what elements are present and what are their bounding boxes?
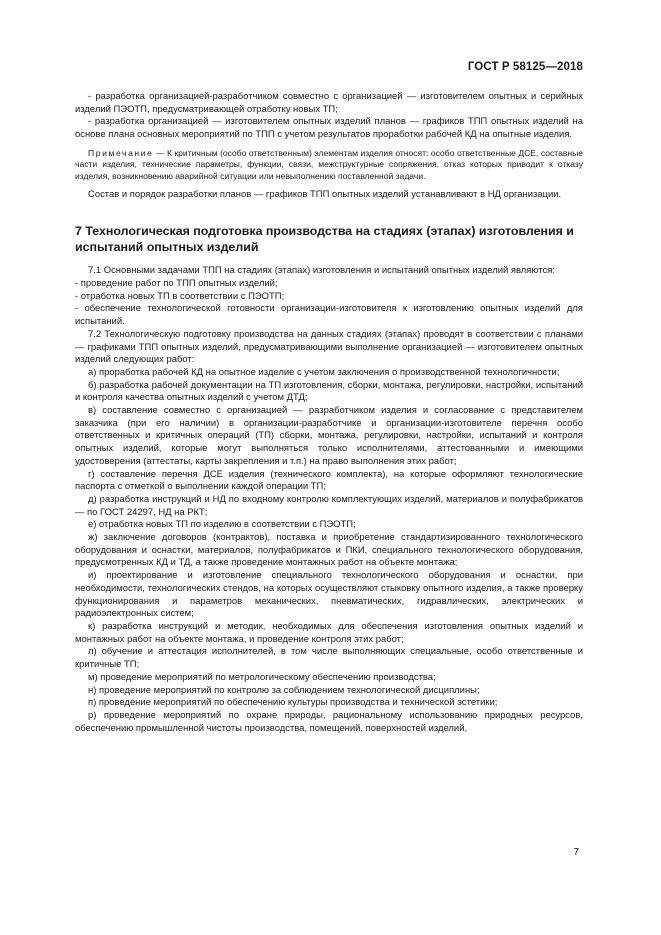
composition-paragraph: Состав и порядок разработки планов — графиков ТПП опытных изделий устанавливают в НД организации. — [88, 188, 562, 200]
task-item: - обеспечение технологической готовности организации-изготовителя к изготовлению опытных изделий для испытаний. — [75, 303, 583, 328]
work-item-l: л) обучение и аттестация исполнителей, в том числе выполняющих специальные, особо ответственные и критичные ТП; — [75, 646, 583, 671]
work-item-b: б) разработка рабочей документации на ТП изготовления, сборки, монтажа, регулировки, настройки, испытаний и контроля качества опытных изделий с учетом ДТД; — [75, 379, 583, 404]
work-item-r: р) проведение мероприятий по охране природы, рациональному использованию природных ресурсов, обеспечению промышленной чистоты производства, помещений, поверхностей изделий, — [75, 709, 583, 734]
document-body — [75, 91, 583, 735]
note-text: — К критичным (особо ответственным) элементам изделия относят: особо ответственные ДСЕ, составные части изделия, технические параметры, функции, связи, межструктурные сопряжения, отказ которых приводит к отказу изделия, возникновению аварийной ситуации или невыполнению поставленной задачи. — [75, 147, 583, 181]
task-item: - отработка новых ТП в соответствии с ПЭОТП; — [75, 290, 285, 302]
intro-item-1: - разработка организацией-разработчиком совместно с организацией — изготовителем опытных и серийных изделий ПЭОТП, предусматривающей отработку новых ТП; — [75, 91, 583, 115]
work-item-n: н) проведение мероприятий по контролю за соблюдением технологической дисциплины; — [88, 684, 480, 696]
work-item-m: м) проведение мероприятий по метрологическому обеспечению производства; — [88, 671, 436, 683]
work-item-d: д) разработка инструкций и НД по входному контролю комплектующих изделий, материалов и полуфабрикатов — по ГОСТ 24297, НД на РКТ; — [75, 493, 583, 518]
work-item-e: е) отработка новых ТП по изделию в соответствии с ПЭОТП; — [88, 519, 356, 531]
work-item-k: к) разработка инструкций и методик, необходимых для обеспечения изготовления опытных изделий и монтажных работ на объекте монтажа, и проведение контроля этих работ; — [75, 620, 583, 645]
work-item-zh: ж) заключение договоров (контрактов), поставка и приобретение стандартизированного технологического оборудования и оснастки, материалов, полуфабрикатов и ПКИ, специального технологического оборудования, предусмотренных КД и ТД, а также проведение монтажных работ на объекте монтажа; — [75, 532, 583, 569]
page-number: 7 — [573, 847, 579, 858]
work-item-v: в) составление совместно с организацией — разработчиком изделия и согласование с представителем заказчика (при его наличии) в организации-разработчике и организации-изготовителе перечня особо ответственных и критичных операций (ТП) сборки, монтажа, регулировки, настройки, испытаний и контроля опытных изделий, которые могут выполняться только исполнителями, аттестованными и имеющими удостоверения (аттестаты, карты закрепления и т.п.) на право выполнения этих работ; — [75, 405, 583, 467]
work-item-g: г) составление перечня ДСЕ изделия (технического комплекта), на которые оформляют технологические паспорта с отметкой о выполнении каждой операции ТП; — [75, 468, 583, 493]
work-item-a: а) проработка рабочей КД на опытное изделие с учетом заключения о производственной технологичности; — [88, 366, 560, 378]
paragraph-7-1: 7.1 Основными задачами ТПП на стадиях (этапах) изготовления и испытаний опытных изделий являются: — [88, 265, 555, 277]
paragraph-7-2: 7.2 Технологическую подготовку производства на данных стадиях (этапах) проводят в соответствии с планами — графиками ТПП опытных изделий, предусматривающими выполнение организацией — изготовителем опытных изделий следующих работ: — [75, 328, 583, 366]
task-item: - проведение работ по ТПП опытных изделий; — [75, 278, 278, 289]
work-item-p: п) проведение мероприятий по обеспечению культуры производства и технической эстетики; — [88, 697, 498, 709]
intro-item-2: - разработка организацией — изготовителем опытных изделий планов — графиков ТПП опытных изделий на основе плана основных мероприятий по ТПП с учетом результатов проработки рабочей КД на опытные изделия. — [75, 116, 583, 141]
work-item-i: и) проектирование и изготовление специального технологического оборудования и оснастки, при необходимости, технологических стендов, на которых осуществляют стыковку опытного изделия, а также проверку функционирования и параметров механических, пневматических, гидравлических, электрических и радиоэлектронных систем; — [75, 570, 583, 620]
standard-code: ГОСТ Р 58125—2018 — [467, 61, 583, 73]
note-label: Примечание — [88, 147, 154, 158]
section-7-heading: 7 Технологическая подготовка производства на стадиях (этапах) изготовления и испытаний опытных изделий — [75, 224, 574, 255]
note-paragraph — [75, 148, 583, 183]
